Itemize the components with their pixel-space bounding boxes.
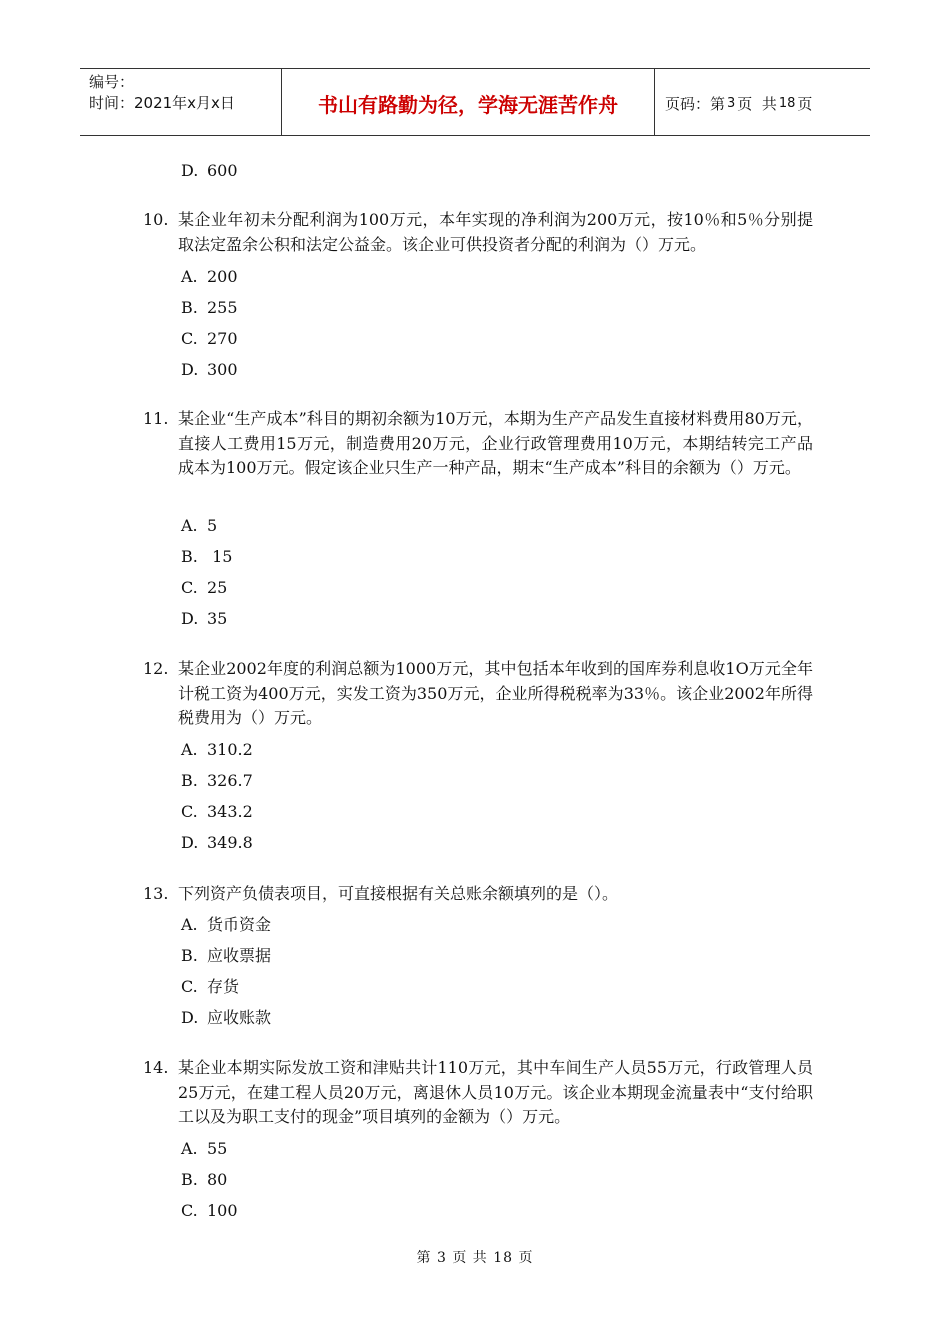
option-text: 349.8 bbox=[207, 833, 253, 852]
option-text: 15 bbox=[207, 547, 233, 566]
doc-number-label: 编号： bbox=[89, 73, 135, 91]
option-letter: C. bbox=[181, 977, 198, 996]
question-10 bbox=[143, 208, 813, 257]
option-text: 100 bbox=[207, 1201, 238, 1220]
question-text: 某企业2002年度的利润总额为1000万元，其中包括本年收到的国库券利息收1O万元全年计税工资为400万元，实发工资为350万元，企业所得税税率为33％。该企业2002年所得税费用为（）万元。 bbox=[178, 659, 813, 727]
option-letter: A. bbox=[181, 740, 198, 759]
page-mid: 页 共 bbox=[737, 94, 777, 113]
page-prefix: 页码：第 bbox=[665, 94, 726, 113]
option-text: 270 bbox=[207, 329, 238, 348]
option-letter: C. bbox=[181, 329, 198, 348]
option-item bbox=[181, 1170, 227, 1190]
footer-suffix: 页 bbox=[518, 1250, 534, 1266]
option-item bbox=[181, 360, 238, 380]
option-letter: B. bbox=[181, 771, 198, 790]
option-letter: D. bbox=[181, 161, 199, 180]
option-text: 300 bbox=[207, 360, 238, 379]
question-11 bbox=[143, 407, 813, 481]
option-letter: D. bbox=[181, 1008, 199, 1027]
option-text: 应收账款 bbox=[207, 1008, 272, 1027]
question-text: 某企业本期实际发放工资和津贴共计110万元，其中车间生产人员55万元，行政管理人员25万元，在建工程人员20万元，离退休人员10万元。该企业本期现金流量表中“支付给职工以及为职工支付的现金”项目填列的金额为（）万元。 bbox=[178, 1058, 813, 1126]
doc-time-label: 时间：2021年x月x日 bbox=[89, 94, 235, 112]
option-item bbox=[181, 802, 253, 822]
question-text: 下列资产负债表项目，可直接根据有关总账余额填列的是（）。 bbox=[178, 884, 619, 903]
question-text: 某企业“生产成本”科目的期初余额为10万元，本期为生产产品发生直接材料费用80万元，直接人工费用15万元，制造费用20万元，企业行政管理费用10万元，本期结转完工产品成本为100万元。假定该企业只生产一种产品，期末“生产成本”科目的余额为（）万元。 bbox=[178, 409, 813, 477]
option-text: 200 bbox=[207, 267, 238, 286]
question-12 bbox=[143, 657, 813, 731]
option-item bbox=[181, 1008, 271, 1028]
footer-total: 18 bbox=[493, 1250, 514, 1266]
question-text: 某企业年初未分配利润为100万元，本年实现的净利润为200万元，按10％和5％分别提取法定盈余公积和法定公益金。该企业可供投资者分配的利润为（）万元。 bbox=[178, 210, 813, 254]
option-letter: D. bbox=[181, 609, 199, 628]
option-item bbox=[181, 740, 253, 760]
option-item bbox=[181, 547, 232, 567]
option-letter: A. bbox=[181, 1139, 198, 1158]
option-letter: B. bbox=[181, 547, 198, 566]
question-14 bbox=[143, 1056, 813, 1130]
page-current: 3 bbox=[727, 95, 736, 111]
question-13 bbox=[143, 882, 813, 907]
option-item bbox=[181, 833, 253, 853]
header-motto: 书山有路勤为径，学海无涯苦作舟 bbox=[282, 69, 655, 135]
option-text: 600 bbox=[207, 161, 238, 180]
option-text: 货币资金 bbox=[207, 915, 272, 934]
question-number: 10. bbox=[143, 210, 169, 229]
page-header bbox=[80, 68, 870, 136]
option-item bbox=[181, 1139, 227, 1159]
option-letter: B. bbox=[181, 298, 198, 317]
option-text: 310.2 bbox=[207, 740, 253, 759]
option-item bbox=[181, 771, 253, 791]
footer-prefix: 第 bbox=[416, 1250, 432, 1266]
option-letter: C. bbox=[181, 802, 198, 821]
option-item bbox=[181, 578, 227, 598]
question-number: 11. bbox=[143, 409, 169, 428]
option-letter: C. bbox=[181, 1201, 198, 1220]
option-item bbox=[181, 977, 239, 997]
option-text: 存货 bbox=[207, 977, 240, 996]
option-letter: C. bbox=[181, 578, 198, 597]
option-letter: B. bbox=[181, 1170, 198, 1189]
page-suffix: 页 bbox=[797, 94, 813, 113]
option-letter: D. bbox=[181, 360, 199, 379]
option-text: 25 bbox=[207, 578, 228, 597]
option-text: 55 bbox=[207, 1139, 228, 1158]
footer-mid: 页 共 bbox=[452, 1250, 488, 1266]
option-text: 80 bbox=[207, 1170, 228, 1189]
option-letter: A. bbox=[181, 267, 198, 286]
option-item bbox=[181, 298, 238, 318]
header-page-info bbox=[655, 69, 870, 135]
option-item bbox=[181, 267, 238, 287]
option-item bbox=[181, 946, 271, 966]
option-item bbox=[181, 161, 238, 181]
option-text: 326.7 bbox=[207, 771, 253, 790]
option-item bbox=[181, 329, 238, 349]
option-item bbox=[181, 609, 227, 629]
footer-current: 3 bbox=[436, 1250, 447, 1266]
header-meta bbox=[80, 69, 282, 135]
option-item bbox=[181, 1201, 238, 1221]
option-text: 35 bbox=[207, 609, 228, 628]
question-number: 12. bbox=[143, 659, 169, 678]
question-number: 14. bbox=[143, 1058, 169, 1077]
option-letter: A. bbox=[181, 516, 198, 535]
option-text: 343.2 bbox=[207, 802, 253, 821]
page-footer bbox=[0, 1247, 950, 1267]
page-total: 18 bbox=[778, 95, 796, 111]
option-letter: D. bbox=[181, 833, 199, 852]
option-text: 5 bbox=[207, 516, 218, 535]
option-item bbox=[181, 516, 217, 536]
option-item bbox=[181, 915, 271, 935]
option-letter: B. bbox=[181, 946, 198, 965]
option-letter: A. bbox=[181, 915, 198, 934]
option-text: 255 bbox=[207, 298, 238, 317]
option-text: 应收票据 bbox=[207, 946, 272, 965]
question-number: 13. bbox=[143, 884, 169, 903]
